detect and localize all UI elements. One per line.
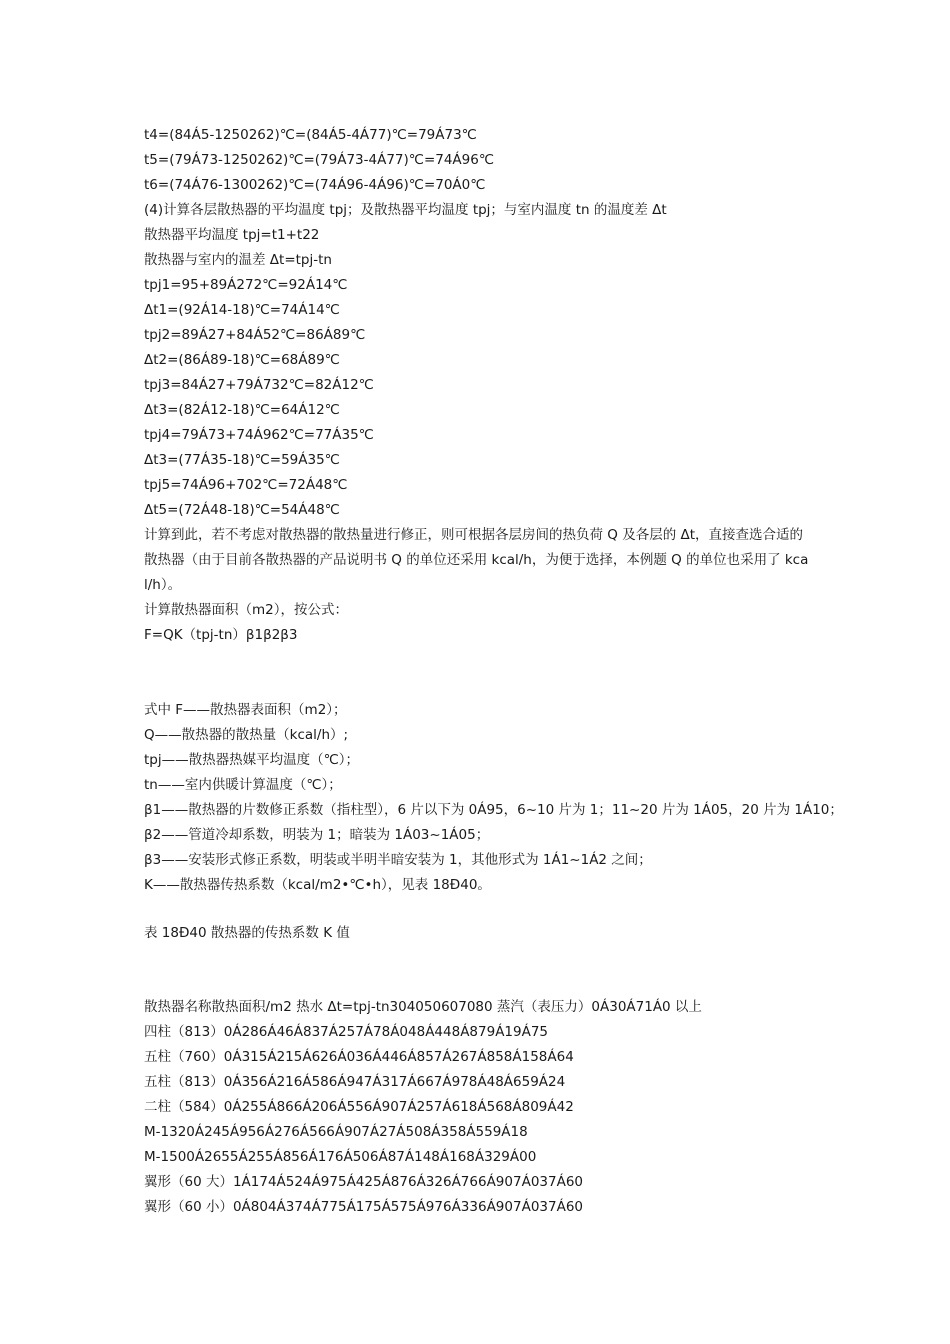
text-line: Δt5=(72Á48-18)℃=54Á48℃: [144, 502, 340, 518]
definition-line: Q——散热器的散热量（kcal/h）;: [144, 727, 349, 743]
text-line: tpj3=84Á27+79Á732℃=82Á12℃: [144, 377, 374, 393]
text-line: 散热器与室内的温差 Δt=tpj-tn: [144, 252, 332, 268]
table-row: M-1500Á2655Á255Á856Á176Á506Á87Á148Á168Á329Á00: [144, 1149, 537, 1165]
text-line: t4=(84Á5-1250262)℃=(84Á5-4Á77)℃=79Á73℃: [144, 127, 477, 143]
table-row: 四柱（813）0Á286Á46Á837Á257Á78Á048Á448Á879Á19Á75: [144, 1024, 549, 1040]
definition-line: K——散热器传热系数（kcal/m2•℃•h），见表 18Đ40。: [144, 877, 491, 893]
definition-line: β2——管道冷却系数，明装为 1；暗装为 1Á03~1Á05；: [144, 827, 490, 843]
formula: F=QK（tpj-tn）β1β2β3: [144, 627, 298, 643]
text-line: t5=(79Á73-1250262)℃=(79Á73-4Á77)℃=74Á96℃: [144, 152, 495, 168]
definition-line: 式中 F——散热器表面积（m2）；: [144, 702, 347, 718]
symbol-definitions: [144, 698, 843, 898]
table-caption-block: [144, 921, 816, 946]
table-row: M-1320Á245Á956Á276Á566Á907Á27Á508Á358Á559Á18: [144, 1124, 528, 1140]
text-line: tpj2=89Á27+84Á52℃=86Á89℃: [144, 327, 366, 343]
text-line: tpj5=74Á96+702℃=72Á48℃: [144, 477, 348, 493]
text-line: tpj4=79Á73+74Á962℃=77Á35℃: [144, 427, 374, 443]
explanation-paragraph: 计算到此，若不考虑对散热器的散热量进行修正，则可根据各层房间的热负荷 Q 及各层的 Δt，直接查选合适的散热器（由于目前各散热器的产品说明书 Q 的单位还采用 kcal/h，为便于选择，本例题 Q 的单位也采用了 kcal/h）。: [144, 527, 809, 593]
text-line: Δt3=(82Á12-18)℃=64Á12℃: [144, 402, 340, 418]
text-line: tpj1=95+89Á272℃=92Á14℃: [144, 277, 348, 293]
table-row: 二柱（584）0Á255Á866Á206Á556Á907Á257Á618Á568Á809Á42: [144, 1099, 574, 1115]
text-line: Δt2=(86Á89-18)℃=68Á89℃: [144, 352, 340, 368]
text-line: Δt1=(92Á14-18)℃=74Á14℃: [144, 302, 340, 318]
text-line: 计算散热器面积（m2），按公式：: [144, 602, 348, 618]
table-row: 翼形（60 小）0Á804Á374Á775Á175Á575Á976Á336Á907Á037Á60: [144, 1199, 583, 1215]
definition-line: tpj——散热器热媒平均温度（℃）；: [144, 752, 360, 768]
step-heading: (4)计算各层散热器的平均温度 tpj；及散热器平均温度 tpj；与室内温度 tn 的温度差 Δt: [144, 202, 667, 218]
table-row: 五柱（813）0Á356Á216Á586Á947Á317Á667Á978Á48Á659Á24: [144, 1074, 566, 1090]
definition-line: β3——安装形式修正系数，明装或半明半暗安装为 1，其他形式为 1Á1~1Á2 之间；: [144, 852, 652, 868]
calculation-block: [144, 123, 816, 648]
definition-line: tn——室内供暖计算温度（℃）；: [144, 777, 342, 793]
table-row: 翼形（60 大）1Á174Á524Á975Á425Á876Á326Á766Á907Á037Á60: [144, 1174, 583, 1190]
definition-line: β1——散热器的片数修正系数（指柱型），6 片以下为 0Á95，6~10 片为 1；11~20 片为 1Á05，20 片为 1Á10；: [144, 802, 843, 818]
coefficient-table: [144, 995, 816, 1220]
table-caption: 表 18Đ40 散热器的传热系数 K 值: [144, 925, 350, 941]
text-line: Δt3=(77Á35-18)℃=59Á35℃: [144, 452, 340, 468]
text-line: 散热器平均温度 tpj=t1+t22: [144, 227, 320, 243]
table-row: 五柱（760）0Á315Á215Á626Á036Á446Á857Á267Á858Á158Á64: [144, 1049, 574, 1065]
table-header: 散热器名称散热面积/m2 热水 Δt=tpj-tn304050607080 蒸汽（表压力）0Á30Á71Á0 以上: [144, 999, 702, 1015]
text-line: t6=(74Á76-1300262)℃=(74Á96-4Á96)℃=70Á0℃: [144, 177, 486, 193]
